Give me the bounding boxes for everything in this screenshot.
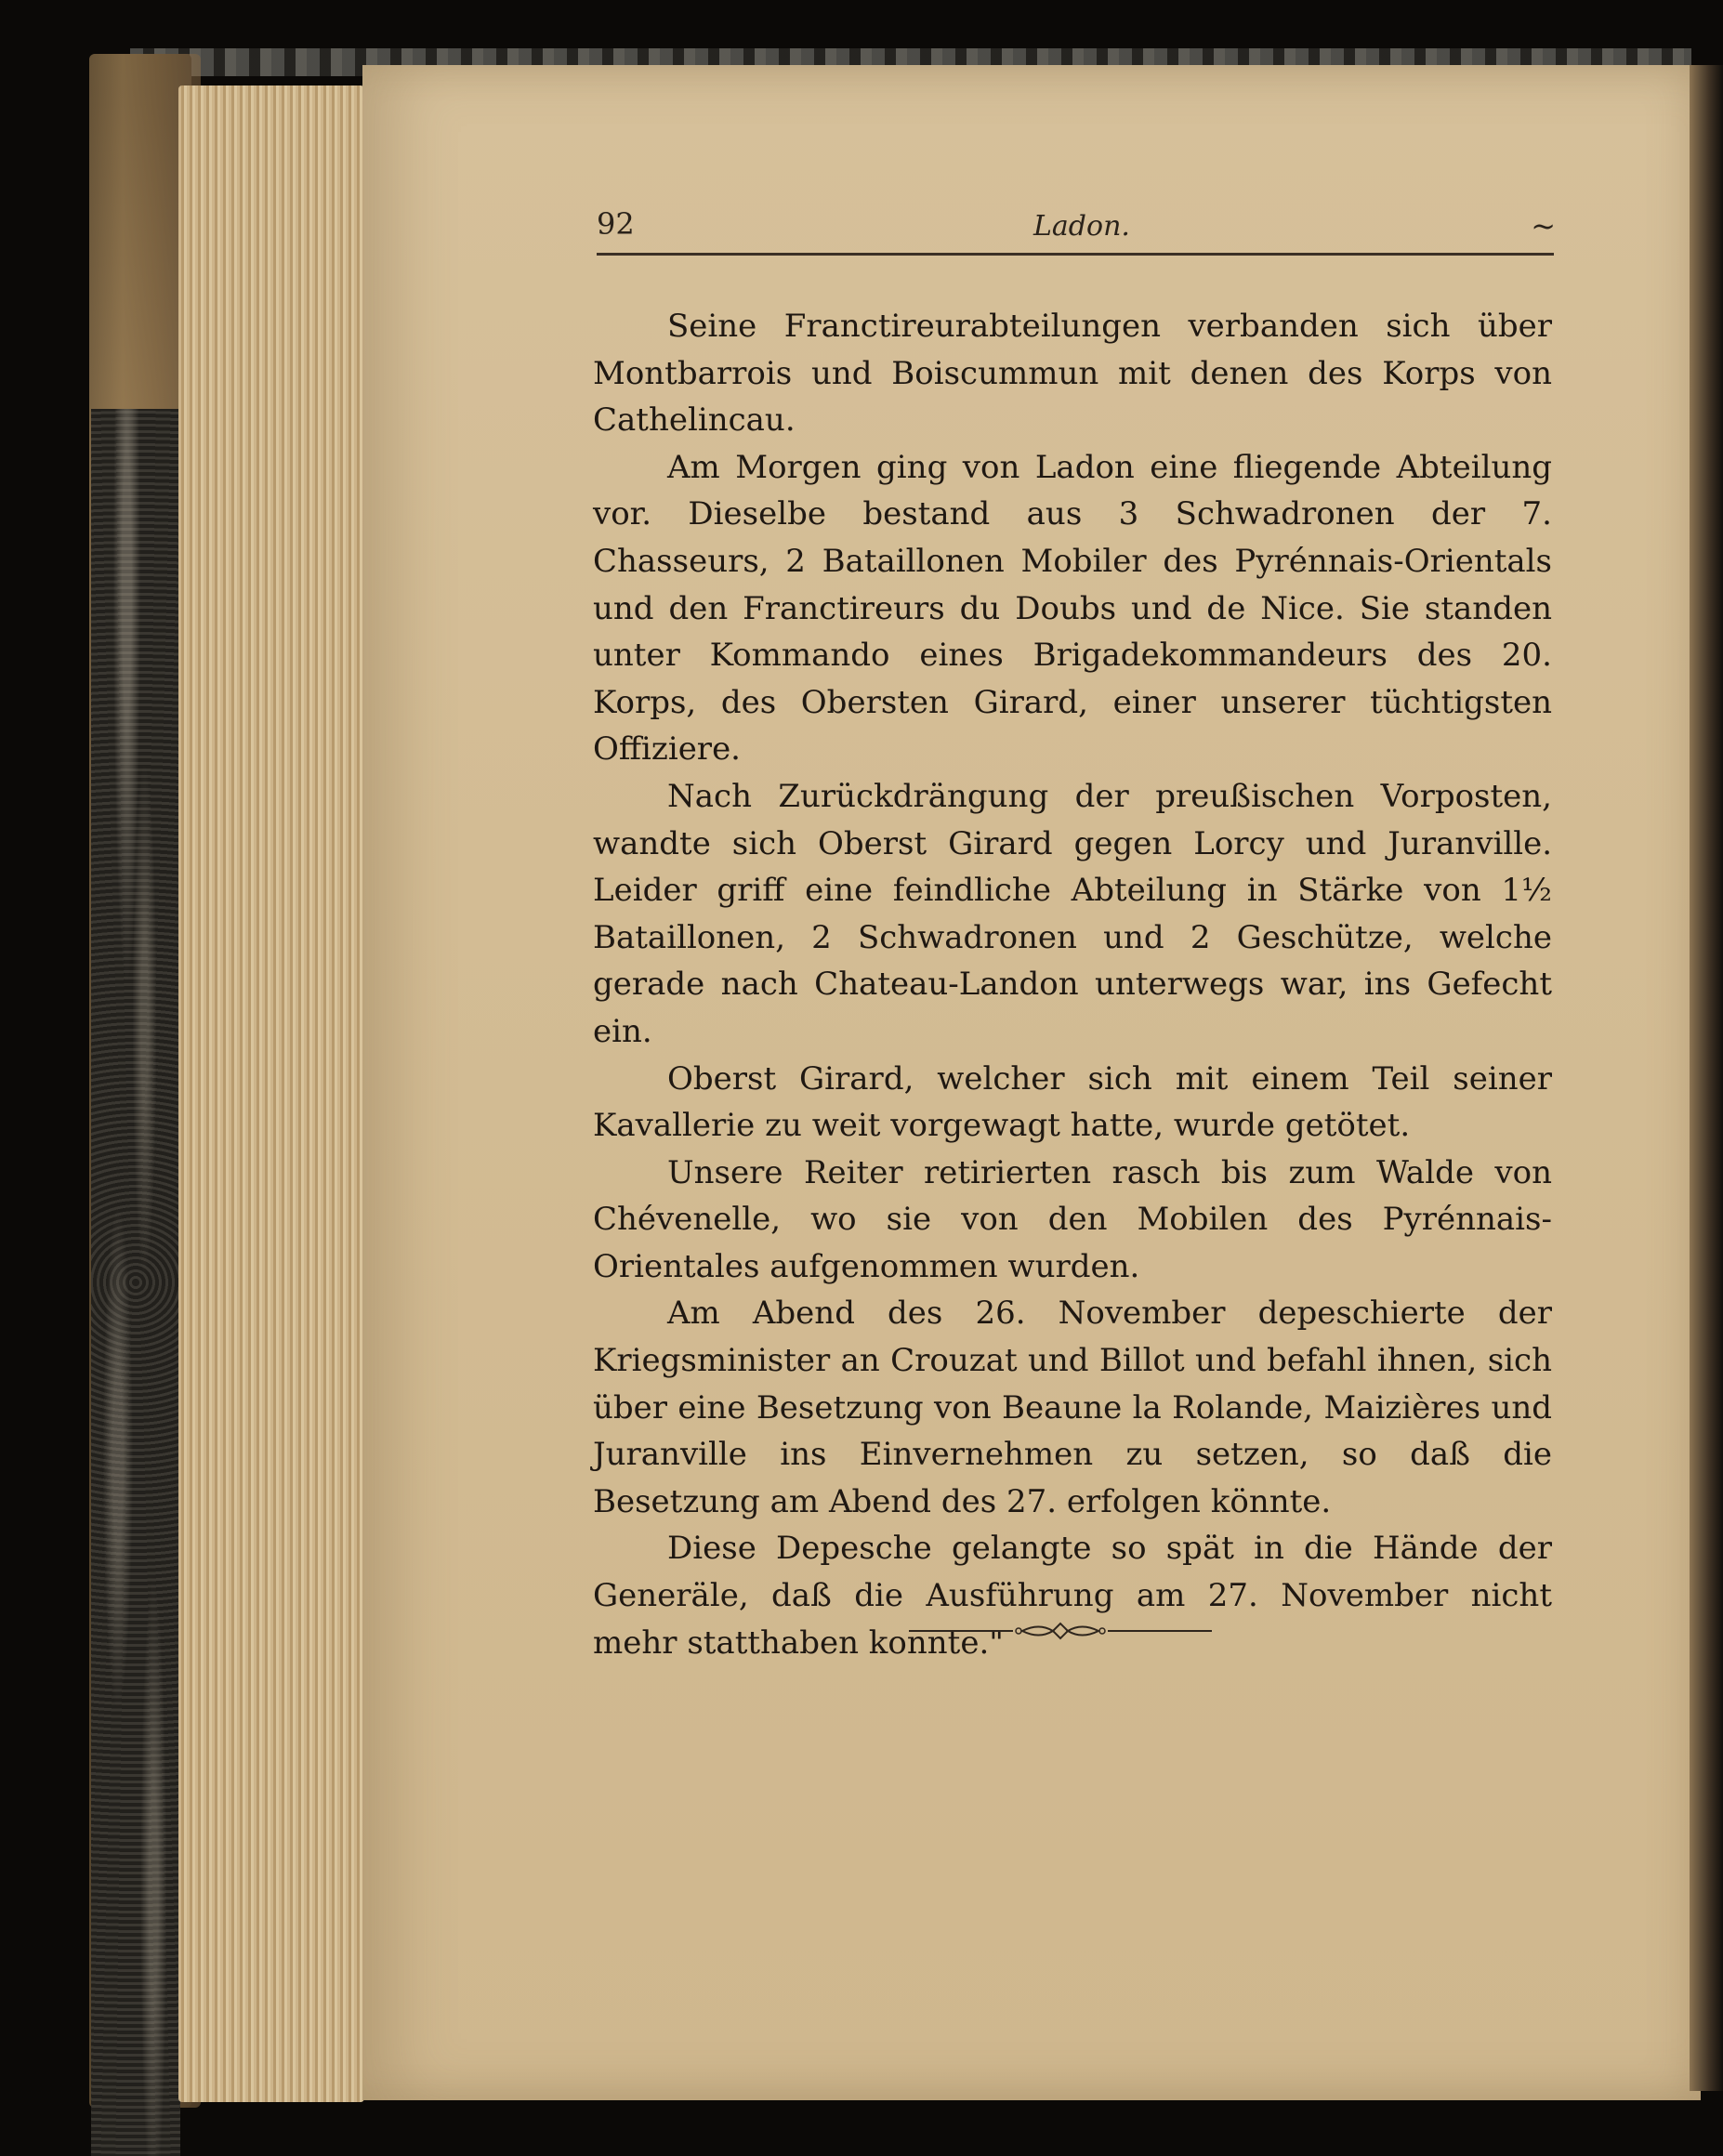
book-gutter-right: [1690, 65, 1723, 2091]
page-header: [597, 206, 1556, 253]
paragraph-4: Oberst Girard, welcher sich mit einem Teil seiner Kavallerie zu weit vorgewagt hatte, wurde getötet.: [593, 1059, 1552, 1145]
header-rule: [597, 253, 1554, 256]
corner-mark-icon: ~: [1531, 208, 1556, 243]
marbled-endpaper: [91, 409, 180, 2156]
paragraph-1: Seine Franctireurabteilungen verbanden sich über Montbarrois und Boiscummun mit denen des Korps von Cathelincau.: [593, 308, 1552, 440]
running-title: Ladon.: [1033, 210, 1130, 243]
paragraph-7: Diese Depesche gelangte so spät in die Hände der Generäle, daß die Ausführung am 27. November nicht mehr statthaben konnte.": [593, 1530, 1552, 1662]
paragraph-2: Am Morgen ging von Ladon eine fliegende Abteilung vor. Dieselbe bestand aus 3 Schwadronen der 7. Chasseurs, 2 Bataillonen Mobiler des Pyrénnais-Orientals und den Franctireurs du Doubs und de Nice. Sie standen unter Kommando eines Brigadekommandeurs des 20. Korps, des Obersten Girard, einer unserer tüchtigsten Offiziere.: [593, 448, 1552, 769]
paragraph-5: Unsere Reiter retirierten rasch bis zum Walde von Chévenelle, wo sie von den Mobilen des Pyrénnais-Orientales aufgenommen wurden.: [593, 1153, 1552, 1285]
paragraph-3: Nach Zurückdrängung der preußischen Vorposten, wandte sich Oberst Girard gegen Lorcy und Juranville. Leider griff eine feindliche Abteilung in Stärke von 1½ Bataillonen, 2 Schwadronen und 2 Geschütze, welche gerade nach Chateau-Landon unterwegs war, ins Gefecht ein.: [593, 777, 1552, 1050]
page-body: [593, 303, 1552, 1666]
paragraph-6: Am Abend des 26. November depeschierte der Kriegsminister an Crouzat und Billot und befahl ihnen, sich über eine Besetzung von Beaune la Rolande, Maizières und Juranville ins Einvernehmen zu setzen, so daß die Besetzung am Abend des 27. erfolgen könnte.: [593, 1295, 1552, 1520]
page-stack: [178, 85, 364, 2102]
page-number: 92: [597, 206, 635, 242]
flourish-ornament-icon: [909, 1617, 1212, 1645]
